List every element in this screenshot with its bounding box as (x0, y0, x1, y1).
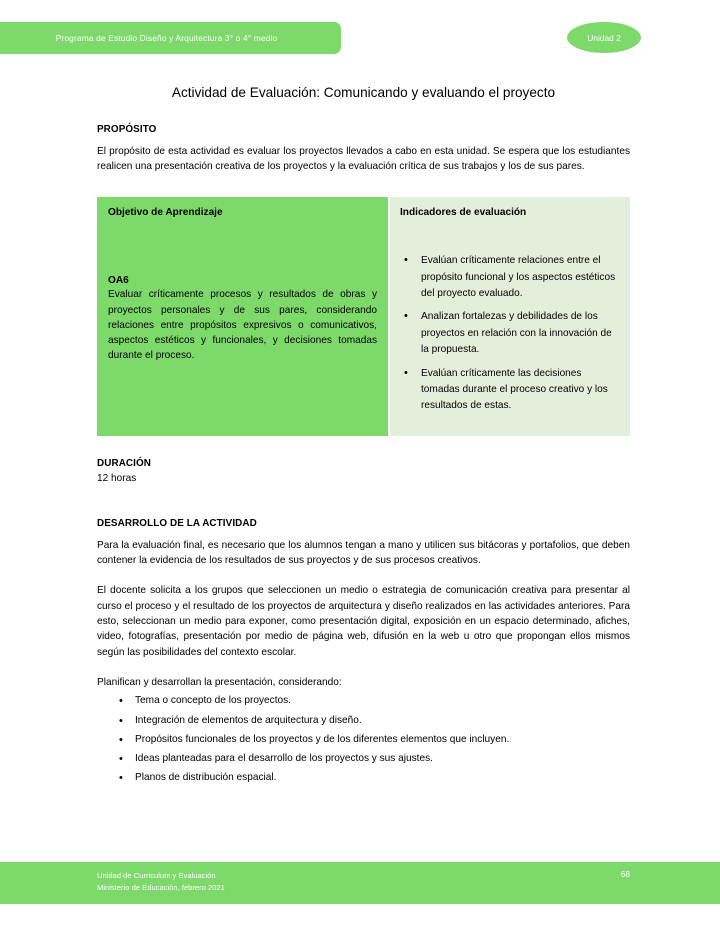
duracion-heading: DURACIÓN (97, 457, 152, 469)
list-item: • Integración de elementos de arquitectura y diseño. (97, 714, 630, 729)
oa-code: OA6 (108, 275, 129, 287)
proposito-heading: PROPÓSITO (97, 123, 157, 135)
unit-badge-label: Unidad 2 (587, 32, 621, 43)
list-item: • Ideas planteadas para el desarrollo de los proyectos y sus ajustes. (97, 752, 630, 767)
oa-description: Evaluar críticamente procesos y resultados de obras y proyectos personales y de sus pares, considerando relaciones entre propósitos expresivos o comunicativos, aspectos estéticos y funcionales, y decisiones tomadas durante el proceso. (108, 289, 377, 362)
objetivo-column-header: Objetivo de Aprendizaje (108, 207, 223, 219)
desarrollo-paragraph-2: El docente solicita a los grupos que seleccionen un medio o estrategia de comunicación creativa para presentar al curso el proceso y el resultado de los proyectos de arquitectura y diseño realizados en las actividades anteriores. Para esto, seleccionan un medio para exponer, como presentación digital, exposición en un espacio determinado, afiches, video, fotografías, presentación por medio de página web, difusión en la web u otro que propongan ellos mismos según las posibilidades del contexto escolar. (97, 585, 630, 658)
list-item: • Propósitos funcionales de los proyectos y de los diferentes elementos que incluyen. (97, 733, 630, 748)
page-title: Actividad de Evaluación: Comunicando y evaluando el proyecto (171, 85, 556, 100)
page-number: 68 (620, 870, 630, 879)
program-header-label: Programa de Estudio Diseño y Arquitectura 3° o 4° medio (55, 33, 278, 43)
list-item: • Tema o concepto de los proyectos. (97, 694, 630, 709)
list-item: • Evalúan críticamente relaciones entre el propósito funcional y los aspectos estéticos del proyecto evaluado. (400, 253, 620, 302)
objetivo-indicadores-table (97, 197, 630, 435)
footer-line-1: Unidad de Curriculum y Evaluación (97, 871, 216, 880)
footer-line-2: Ministerio de Educación, febrero 2021 (97, 882, 225, 892)
table-column-indicadores (390, 197, 630, 435)
desarrollo-paragraph-1: Para la evaluación final, es necesario que los alumnos tengan a mano y utilicen sus bitácoras y portafolios, que deben contener la evidencia de los resultados de sus proyectos y de sus procesos creativos. (97, 539, 630, 567)
desarrollo-heading: DESARROLLO DE LA ACTIVIDAD (97, 517, 257, 529)
page-content (97, 0, 630, 790)
footer-inner (97, 870, 630, 894)
list-item: • Analizan fortalezas y debilidades de los proyectos en relación con la innovación de la propuesta. (400, 309, 620, 358)
indicadores-list (400, 253, 620, 414)
proposito-text: El propósito de esta actividad es evaluar los proyectos llevados a cabo en esta unidad. Se espera que los estudiantes realicen una presentación creativa de los proyectos y la evaluación crítica de sus trabajos y los de sus pares. (97, 145, 630, 172)
list-item: • Planos de distribución espacial. (97, 771, 630, 786)
indicadores-column-header: Indicadores de evaluación (400, 207, 527, 219)
footer-organization (97, 870, 225, 894)
page-footer (0, 862, 720, 904)
duracion-value: 12 horas (97, 472, 137, 484)
plan-list (97, 694, 630, 786)
table-column-objetivo (97, 197, 388, 435)
plan-list-intro: Planifican y desarrollan la presentación, considerando: (97, 676, 342, 688)
list-item: • Evalúan críticamente las decisiones tomadas durante el proceso creativo y los resultados de estas. (400, 366, 620, 415)
